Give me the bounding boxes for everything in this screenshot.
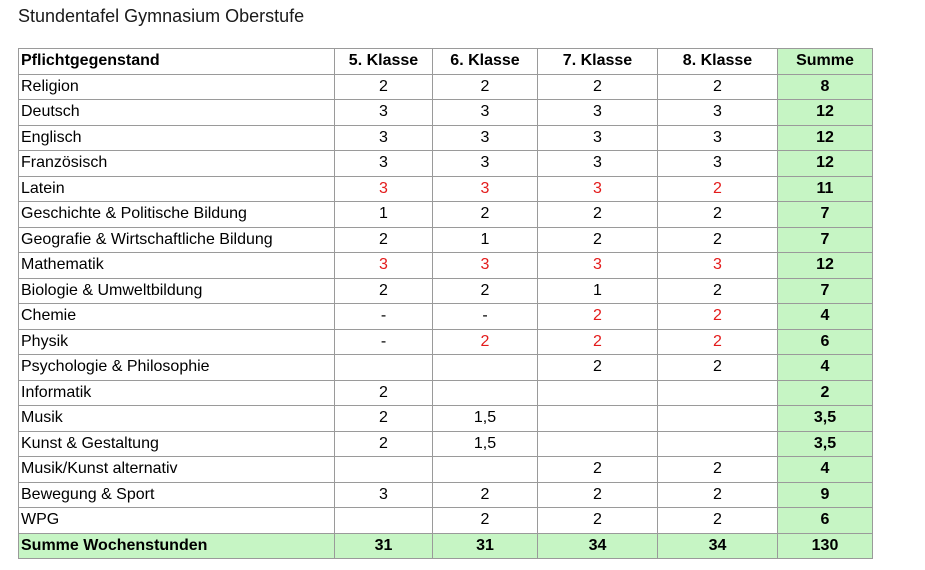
table-row [19, 431, 873, 457]
header-pflichtgegenstand: Pflichtgegenstand [19, 49, 335, 75]
sum-cell: 4 [778, 304, 873, 330]
hours-cell-k5 [335, 508, 433, 534]
subject-cell: Religion [19, 74, 335, 100]
hours-cell-k5: 3 [335, 482, 433, 508]
subject-cell: Musik [19, 406, 335, 432]
table-row [19, 125, 873, 151]
hours-cell-k8: 3 [658, 253, 778, 279]
table-row [19, 380, 873, 406]
table-row [19, 278, 873, 304]
hours-cell-k6: 3 [433, 100, 538, 126]
table-row [19, 482, 873, 508]
hours-cell-k8: 2 [658, 278, 778, 304]
subject-cell: Biologie & Umweltbildung [19, 278, 335, 304]
hours-cell-k7: 3 [538, 253, 658, 279]
hours-cell-k5 [335, 355, 433, 381]
header-klasse-6: 6. Klasse [433, 49, 538, 75]
sum-cell: 12 [778, 253, 873, 279]
table-row [19, 508, 873, 534]
table-row [19, 406, 873, 432]
subject-cell: WPG [19, 508, 335, 534]
hours-cell-k7: 3 [538, 125, 658, 151]
subject-cell: Geschichte & Politische Bildung [19, 202, 335, 228]
sum-cell: 3,5 [778, 406, 873, 432]
hours-cell-k7: 2 [538, 74, 658, 100]
stundentafel-table [18, 48, 873, 559]
hours-cell-k6 [433, 457, 538, 483]
table-row [19, 355, 873, 381]
subject-cell: Geografie & Wirtschaftliche Bildung [19, 227, 335, 253]
hours-cell-k6 [433, 380, 538, 406]
hours-cell-k6: 3 [433, 253, 538, 279]
total-klasse-5: 31 [335, 533, 433, 559]
table-row [19, 176, 873, 202]
hours-cell-k5: 2 [335, 380, 433, 406]
hours-cell-k5: - [335, 329, 433, 355]
hours-cell-k5: 3 [335, 125, 433, 151]
header-klasse-7: 7. Klasse [538, 49, 658, 75]
hours-cell-k7 [538, 380, 658, 406]
hours-cell-k6: - [433, 304, 538, 330]
sum-cell: 6 [778, 329, 873, 355]
hours-cell-k7: 2 [538, 304, 658, 330]
hours-cell-k6: 1,5 [433, 406, 538, 432]
hours-cell-k8: 3 [658, 100, 778, 126]
subject-cell: Psychologie & Philosophie [19, 355, 335, 381]
hours-cell-k5: 3 [335, 100, 433, 126]
sum-cell: 11 [778, 176, 873, 202]
hours-cell-k6: 2 [433, 278, 538, 304]
total-row [19, 533, 873, 559]
hours-cell-k6 [433, 355, 538, 381]
hours-cell-k8: 2 [658, 176, 778, 202]
subject-cell: Kunst & Gestaltung [19, 431, 335, 457]
hours-cell-k7: 3 [538, 151, 658, 177]
hours-cell-k5: 2 [335, 227, 433, 253]
hours-cell-k6: 1 [433, 227, 538, 253]
table-row [19, 74, 873, 100]
hours-cell-k7: 3 [538, 176, 658, 202]
table-row [19, 329, 873, 355]
hours-cell-k7 [538, 406, 658, 432]
hours-cell-k5: 2 [335, 431, 433, 457]
hours-cell-k8: 2 [658, 329, 778, 355]
sum-cell: 8 [778, 74, 873, 100]
total-klasse-6: 31 [433, 533, 538, 559]
sum-cell: 6 [778, 508, 873, 534]
sum-cell: 12 [778, 125, 873, 151]
hours-cell-k8 [658, 406, 778, 432]
total-klasse-7: 34 [538, 533, 658, 559]
total-summe: 130 [778, 533, 873, 559]
hours-cell-k7: 2 [538, 457, 658, 483]
subject-cell: Bewegung & Sport [19, 482, 335, 508]
hours-cell-k6: 2 [433, 482, 538, 508]
subject-cell: Musik/Kunst alternativ [19, 457, 335, 483]
total-klasse-8: 34 [658, 533, 778, 559]
header-klasse-5: 5. Klasse [335, 49, 433, 75]
hours-cell-k5: 3 [335, 151, 433, 177]
hours-cell-k7: 2 [538, 355, 658, 381]
subject-cell: Chemie [19, 304, 335, 330]
hours-cell-k5: 2 [335, 278, 433, 304]
hours-cell-k5: 3 [335, 176, 433, 202]
sum-cell: 9 [778, 482, 873, 508]
hours-cell-k7 [538, 431, 658, 457]
hours-cell-k5: 2 [335, 74, 433, 100]
hours-cell-k8: 3 [658, 125, 778, 151]
hours-cell-k8: 2 [658, 227, 778, 253]
hours-cell-k8: 2 [658, 457, 778, 483]
hours-cell-k7: 2 [538, 329, 658, 355]
hours-cell-k7: 1 [538, 278, 658, 304]
table-row [19, 253, 873, 279]
sum-cell: 4 [778, 355, 873, 381]
hours-cell-k8: 2 [658, 355, 778, 381]
hours-cell-k8: 2 [658, 482, 778, 508]
total-label: Summe Wochenstunden [19, 533, 335, 559]
hours-cell-k8 [658, 431, 778, 457]
hours-cell-k7: 2 [538, 482, 658, 508]
hours-cell-k5: - [335, 304, 433, 330]
hours-cell-k8: 2 [658, 304, 778, 330]
sum-cell: 7 [778, 202, 873, 228]
table-row [19, 227, 873, 253]
table-row [19, 100, 873, 126]
hours-cell-k6: 2 [433, 202, 538, 228]
subject-cell: Latein [19, 176, 335, 202]
hours-cell-k5 [335, 457, 433, 483]
table-row [19, 304, 873, 330]
sum-cell: 3,5 [778, 431, 873, 457]
hours-cell-k6: 2 [433, 508, 538, 534]
header-summe: Summe [778, 49, 873, 75]
page-title: Stundentafel Gymnasium Oberstufe [18, 6, 305, 26]
sum-cell: 7 [778, 278, 873, 304]
table-row [19, 457, 873, 483]
hours-cell-k5: 2 [335, 406, 433, 432]
hours-cell-k5: 1 [335, 202, 433, 228]
hours-cell-k6: 2 [433, 74, 538, 100]
hours-cell-k8: 2 [658, 202, 778, 228]
hours-cell-k7: 2 [538, 508, 658, 534]
hours-cell-k7: 2 [538, 202, 658, 228]
hours-cell-k6: 3 [433, 151, 538, 177]
sum-cell: 7 [778, 227, 873, 253]
hours-cell-k8 [658, 380, 778, 406]
subject-cell: Physik [19, 329, 335, 355]
hours-cell-k6: 1,5 [433, 431, 538, 457]
hours-cell-k8: 2 [658, 508, 778, 534]
subject-cell: Mathematik [19, 253, 335, 279]
hours-cell-k8: 3 [658, 151, 778, 177]
sum-cell: 12 [778, 151, 873, 177]
sum-cell: 4 [778, 457, 873, 483]
hours-cell-k6: 3 [433, 176, 538, 202]
hours-cell-k6: 2 [433, 329, 538, 355]
subject-cell: Französisch [19, 151, 335, 177]
subject-cell: Englisch [19, 125, 335, 151]
header-klasse-8: 8. Klasse [658, 49, 778, 75]
hours-cell-k8: 2 [658, 74, 778, 100]
table-row [19, 151, 873, 177]
hours-cell-k6: 3 [433, 125, 538, 151]
table-row [19, 202, 873, 228]
hours-cell-k7: 3 [538, 100, 658, 126]
sum-cell: 2 [778, 380, 873, 406]
hours-cell-k5: 3 [335, 253, 433, 279]
table-header-row [19, 49, 873, 75]
subject-cell: Deutsch [19, 100, 335, 126]
hours-cell-k7: 2 [538, 227, 658, 253]
subject-cell: Informatik [19, 380, 335, 406]
sum-cell: 12 [778, 100, 873, 126]
